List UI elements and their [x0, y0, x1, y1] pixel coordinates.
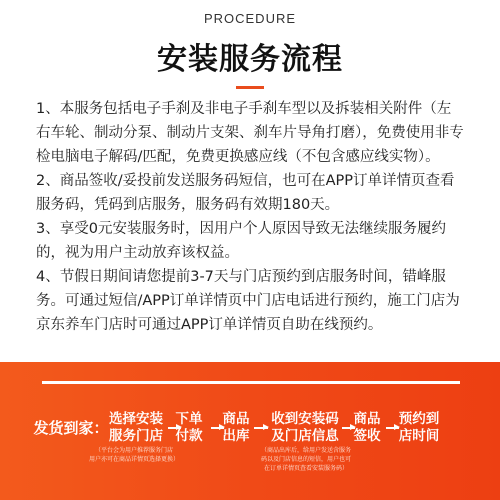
- note-store-recommendation: （平台会为用户推荐服务门店 用户亦可在商品详情页选择更换）: [88, 447, 179, 463]
- procedure-eyebrow: PROCEDURE: [203, 11, 297, 26]
- paragraph-holiday-booking: 4、节假日期间请您提前3-7天与门店预约到店服务时间，错峰服务。可通过短信/APP订单详情页中门店电话进行预约，施工门店为京东养车门店时可通过APP订单详情页自助在线预约。: [36, 269, 460, 333]
- flow-step-signed: 商品 签收: [353, 411, 381, 444]
- page-title: 安装服务流程: [157, 42, 343, 77]
- flow-step-select-store: 选择安装 服务门店: [109, 411, 163, 444]
- flow-step-receive-code: 收到安装码 及门店信息: [271, 411, 339, 444]
- paragraph-service-code: 2、商品签收/妥投前发送服务码短信，也可在APP订单详情页查看服务码，凭码到店服务，服务码有效期180天。: [36, 173, 455, 213]
- flow-start-label: 发货到家：: [33, 419, 109, 437]
- paragraph-service-scope: 1、本服务包括电子手刹及非电子手刹车型以及拆装相关附件（左右车轮、制动分泵、制动片支架、刹车片导角打磨），免费使用非专检电脑电子解码/匹配，免费更换感应线（不包含感应线实物）。: [36, 101, 464, 165]
- flow-step-order-pay: 下单 付款: [175, 411, 203, 444]
- note-code-sms: （商品出库后，给用户发送含服务 码以及门店信息的短信，用户也可 在订单详情页查看安装服务码）: [260, 447, 351, 472]
- flow-step-shipped: 商品 出库: [222, 411, 250, 444]
- flow-step-book-time: 预约到 店时间: [398, 411, 440, 444]
- paragraph-free-install: 3、享受0元安装服务时，因用户个人原因导致无法继续服务履约的，视为用户主动放弃该权益。: [36, 221, 446, 261]
